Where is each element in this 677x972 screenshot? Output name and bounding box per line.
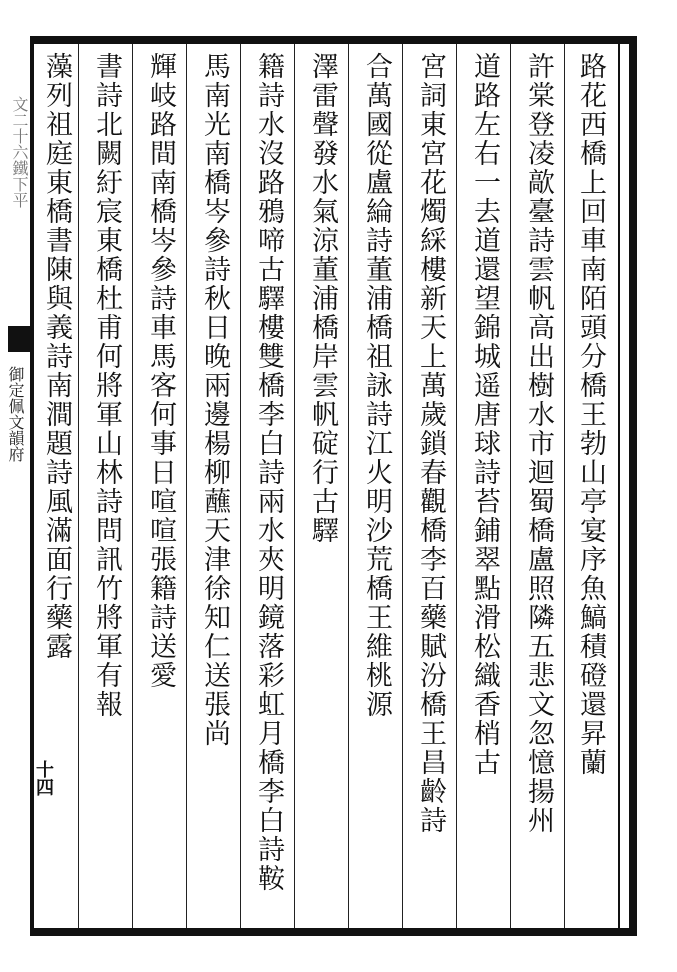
text-column-2: 許棠登凌歊臺詩雲帆高出樹水市迴蜀橋盧照隣五悲文忽憶揚州 [523,52,554,835]
bleed-through-text: 文二十六鐵下平 [10,96,29,208]
page-margin [0,36,30,936]
column-rule [510,44,511,928]
top-border [30,36,637,44]
text-column-4: 宮詞東宮花燭綵樓新天上萬歲鎖春觀橋李百藥賦汾橋王昌齡詩 [415,52,446,835]
text-column-3: 道路左右一去道還望錦城遥唐球詩苔鋪翠點滑松織香梢古 [469,52,500,777]
text-column-11: 藻列祖庭東橋書陳與義詩南澗題詩風滿面行藥露 [41,52,72,661]
text-column-7: 籍詩水沒路鴉啼古驛樓雙橋李白詩兩水夾明鏡落彩虹月橋李白詩鞍 [253,52,284,893]
text-column-10: 書詩北闕紆宸東橋杜甫何將軍山林詩問訊竹將軍有報 [91,52,122,719]
column-rule [240,44,241,928]
fish-tail-mark [8,326,30,352]
column-rule [564,44,565,928]
book-title: 御定佩文韻府 [6,366,25,462]
text-column-1: 路花西橋上回車南陌頭分橋王勃山亭宴序魚鰝積磴還昇蘭 [575,52,606,777]
column-rule [402,44,403,928]
text-column-8: 馬南光南橋岑參詩秋日晚兩邊楊柳蘸天津徐知仁送張尚 [199,52,230,748]
text-column-5: 合萬國從盧綸詩董浦橋祖詠詩江火明沙荒橋王維桃源 [361,52,392,719]
column-rule [348,44,349,928]
text-column-9: 輝岐路間南橋岑參詩車馬客何事日喧喧張籍詩送愛 [145,52,176,690]
column-rule [78,44,79,928]
inner-right-rule [618,44,620,928]
column-rule [186,44,187,928]
right-border [629,36,637,936]
bottom-border [30,928,637,936]
column-rule [456,44,457,928]
column-rule [294,44,295,928]
text-column-6: 澤雷聲發水氣涼董浦橋岸雲帆碇行古驛 [307,52,338,545]
page-number: 十四 [33,760,54,796]
column-rule [132,44,133,928]
